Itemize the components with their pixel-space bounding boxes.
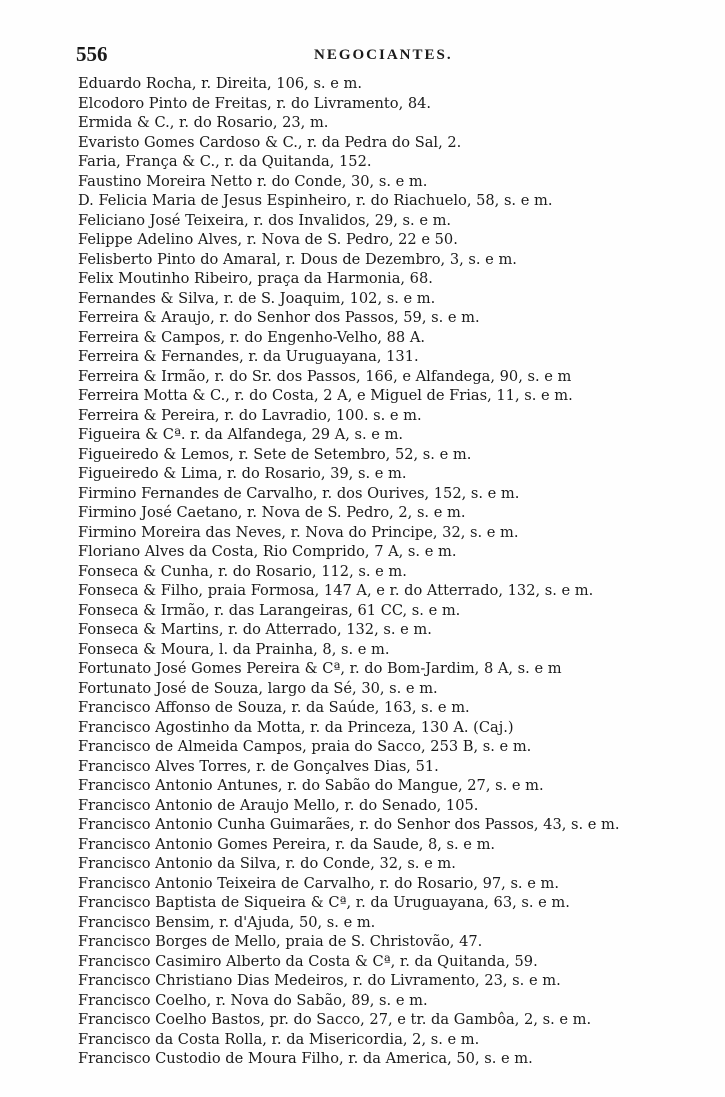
directory-entry: Ferreira & Campos, r. do Engenho-Velho, 88 A. bbox=[78, 328, 426, 346]
directory-entry: Francisco Antonio Antunes, r. do Sabão do Mangue, 27, s. e m. bbox=[78, 777, 544, 794]
directory-entry: Francisco Baptista de Siqueira & Cª, r. da Uruguayana, 63, s. e m. bbox=[78, 894, 570, 911]
directory-entry: Francisco Casimiro Alberto da Costa & Cª, r. da Quitanda, 59. bbox=[78, 952, 538, 970]
directory-entry: Francisco de Almeida Campos, praia do Sacco, 253 B, s. e m. bbox=[78, 738, 532, 755]
directory-entry: Francisco Antonio da Silva, r. do Conde, 32, s. e m. bbox=[78, 855, 456, 872]
directory-entry: Ferreira & Pereira, r. do Lavradio, 100. s. e m. bbox=[78, 406, 422, 424]
directory-entry: Fonseca & Moura, l. da Prainha, 8, s. e m. bbox=[78, 640, 390, 658]
directory-entry: Francisco Coelho, r. Nova do Sabão, 89, s. e m. bbox=[78, 991, 428, 1009]
directory-entry: Figueiredo & Lima, r. do Rosario, 39, s. e m. bbox=[78, 465, 407, 482]
directory-entry: Eduardo Rocha, r. Direita, 106, s. e m. bbox=[78, 75, 362, 92]
directory-entry: Faria, França & C., r. da Quitanda, 152. bbox=[78, 153, 372, 170]
directory-entry: Firmino José Caetano, r. Nova de S. Pedro, 2, s. e m. bbox=[78, 504, 466, 521]
directory-entry: Ferreira & Irmão, r. do Sr. dos Passos, 166, e Alfandega, 90, s. e m bbox=[78, 367, 572, 385]
directory-entry: Ermida & C., r. do Rosario, 23, m. bbox=[78, 114, 329, 131]
directory-entry: Francisco Agostinho da Motta, r. da Princeza, 130 A. (Caj.) bbox=[78, 718, 514, 736]
directory-entry: Francisco Borges de Mello, praia de S. Christovão, 47. bbox=[78, 933, 483, 950]
page-header bbox=[76, 42, 636, 76]
directory-entry: Francisco Coelho Bastos, pr. do Sacco, 27, e tr. da Gambôa, 2, s. e m. bbox=[78, 1011, 592, 1028]
directory-entry: Felippe Adelino Alves, r. Nova de S. Pedro, 22 e 50. bbox=[78, 231, 458, 248]
directory-entry: Francisco Affonso de Souza, r. da Saúde, 163, s. e m. bbox=[78, 699, 470, 716]
directory-entry: Floriano Alves da Costa, Rio Comprido, 7 A, s. e m. bbox=[78, 543, 457, 560]
directory-entry: Fonseca & Cunha, r. do Rosario, 112, s. e m. bbox=[78, 562, 407, 580]
page-number: 556 bbox=[76, 42, 108, 66]
directory-entry: Firmino Moreira das Neves, r. Nova do Principe, 32, s. e m. bbox=[78, 523, 519, 541]
directory-entry: Fonseca & Filho, praia Formosa, 147 A, e r. do Atterrado, 132, s. e m. bbox=[78, 582, 594, 599]
directory-entry: Fernandes & Silva, r. de S. Joaquim, 102, s. e m. bbox=[78, 289, 436, 307]
directory-entry: Francisco Antonio Cunha Guimarães, r. do Senhor dos Passos, 43, s. e m. bbox=[78, 816, 620, 833]
directory-entry: Figueira & Cª. r. da Alfandega, 29 A, s. e m. bbox=[78, 426, 404, 443]
directory-entry: Francisco Antonio Gomes Pereira, r. da Saude, 8, s. e m. bbox=[78, 835, 496, 853]
directory-entry: Francisco Bensim, r. d'Ajuda, 50, s. e m. bbox=[78, 913, 376, 931]
directory-entry: Francisco Antonio Teixeira de Carvalho, r. do Rosario, 97, s. e m. bbox=[78, 874, 559, 892]
directory-entry: Fonseca & Irmão, r. das Larangeiras, 61 CC, s. e m. bbox=[78, 601, 461, 619]
directory-entry: Evaristo Gomes Cardoso & C., r. da Pedra do Sal, 2. bbox=[78, 133, 462, 151]
directory-entry: Francisco da Costa Rolla, r. da Misericordia, 2, s. e m. bbox=[78, 1030, 480, 1048]
directory-entry: Feliciano José Teixeira, r. dos Invalidos, 29, s. e m. bbox=[78, 211, 452, 229]
directory-entry: Fortunato José Gomes Pereira & Cª, r. do Bom-Jardim, 8 A, s. e m bbox=[78, 660, 562, 677]
directory-entry: Elcodoro Pinto de Freitas, r. do Livramento, 84. bbox=[78, 94, 432, 112]
directory-entry: Francisco Christiano Dias Medeiros, r. do Livramento, 23, s. e m. bbox=[78, 972, 561, 989]
section-title: NEGOCIANTES. bbox=[314, 47, 453, 63]
directory-entry: Fonseca & Martins, r. do Atterrado, 132, s. e m. bbox=[78, 621, 432, 638]
directory-entry: Felix Moutinho Ribeiro, praça da Harmonia, 68. bbox=[78, 270, 433, 287]
directory-entry: Francisco Custodio de Moura Filho, r. da America, 50, s. e m. bbox=[78, 1050, 533, 1067]
directory-entry: D. Felicia Maria de Jesus Espinheiro, r. do Riachuelo, 58, s. e m. bbox=[78, 192, 553, 209]
directory-entry: Firmino Fernandes de Carvalho, r. dos Ourives, 152, s. e m. bbox=[78, 484, 520, 502]
directory-entry: Francisco Alves Torres, r. de Gonçalves Dias, 51. bbox=[78, 757, 439, 775]
directory-entry: Fortunato José de Souza, largo da Sé, 30, s. e m. bbox=[78, 679, 438, 697]
directory-entry: Francisco Antonio de Araujo Mello, r. do Senado, 105. bbox=[78, 796, 479, 814]
directory-entry: Ferreira & Araujo, r. do Senhor dos Passos, 59, s. e m. bbox=[78, 309, 480, 326]
directory-entry: Felisberto Pinto do Amaral, r. Dous de Dezembro, 3, s. e m. bbox=[78, 250, 517, 268]
directory-entry: Faustino Moreira Netto r. do Conde, 30, s. e m. bbox=[78, 172, 428, 190]
directory-entry: Figueiredo & Lemos, r. Sete de Setembro, 52, s. e m. bbox=[78, 445, 472, 463]
directory-entry-list bbox=[78, 74, 718, 1069]
directory-entry: Ferreira Motta & C., r. do Costa, 2 A, e Miguel de Frias, 11, s. e m. bbox=[78, 387, 573, 404]
directory-entry: Ferreira & Fernandes, r. da Uruguayana, 131. bbox=[78, 348, 419, 365]
